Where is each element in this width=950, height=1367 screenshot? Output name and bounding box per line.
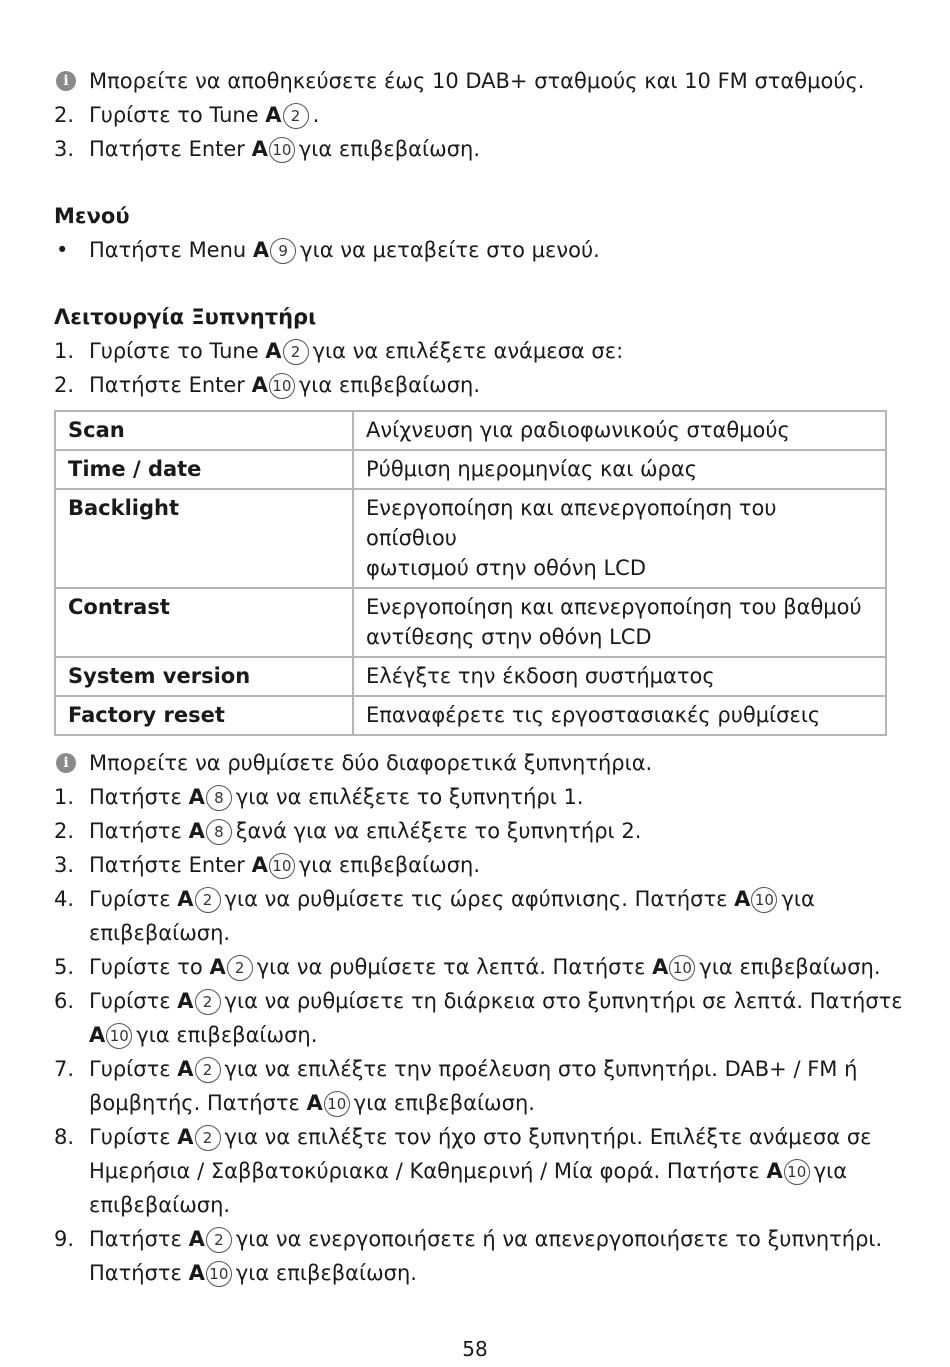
callout-number: 10 (269, 853, 295, 879)
list-item: 2. Γυρίστε το Tune A 2 . (54, 103, 320, 127)
callout-number: 10 (206, 1261, 232, 1287)
table-row: System version Ελέγξτε την έκδοση συστήματος (55, 657, 886, 696)
list-item-continuation: Πατήστε A 10 για επιβεβαίωση. (89, 1261, 417, 1285)
callout-number: 2 (283, 103, 309, 129)
table-row: Contrast Ενεργοποίηση και απενεργοποίηση του βαθμού αντίθεσης στην οθόνη LCD (55, 588, 886, 657)
list-item: 8. Γυρίστε A 2 για να επιλέξτε τον ήχο στο ξυπνητήρι. Επιλέξτε ανάμεσα σε (54, 1125, 872, 1149)
list-item: 3. Πατήστε Enter A 10 για επιβεβαίωση. (54, 853, 481, 877)
callout-number: 8 (206, 785, 232, 811)
callout-number: 10 (106, 1023, 132, 1049)
callout-number: 2 (195, 989, 221, 1015)
table-row: Factory reset Επαναφέρετε τις εργοστασιακές ρυθμίσεις (55, 696, 886, 735)
info-note: i Μπορείτε να ρυθμίσετε δύο διαφορετικά ξυπνητήρια. (54, 746, 888, 780)
list-item: 5. Γυρίστε το A 2 για να ρυθμίσετε τα λεπτά. Πατήστε A 10 για επιβεβαίωση. (54, 955, 881, 979)
callout-number: 2 (206, 1227, 232, 1253)
manual-page (54, 64, 903, 1290)
list-item: 2. Πατήστε Enter A 10 για επιβεβαίωση. (54, 373, 481, 397)
info-icon: i (56, 753, 76, 773)
callout-number: 10 (324, 1091, 350, 1117)
list-item-continuation: επιβεβαίωση. (89, 921, 231, 945)
list-item: • Πατήστε Menu A 9 για να μεταβείτε στο μενού. (56, 238, 600, 262)
menu-heading: Μενού (54, 204, 130, 228)
callout-number: 2 (195, 1125, 221, 1151)
list-item: 9. Πατήστε A 2 για να ενεργοποιήσετε ή να απενεργοποιήσετε το ξυπνητήρι. (54, 1227, 883, 1251)
callout-number: 10 (269, 373, 295, 399)
table-row: Time / date Ρύθμιση ημερομηνίας και ώρας (55, 450, 886, 489)
callout-number: 2 (283, 339, 309, 365)
alarm-heading: Λειτουργία Ξυπνητήρι (54, 305, 317, 329)
callout-number: 2 (195, 1057, 221, 1083)
callout-number: 2 (227, 955, 253, 981)
info-icon: i (56, 71, 76, 91)
callout-number: 10 (751, 887, 777, 913)
page-number: 58 (462, 1337, 488, 1361)
list-item: 7. Γυρίστε A 2 για να επιλέξτε την προέλευση στο ξυπνητήρι. DAB+ / FM ή (54, 1057, 858, 1081)
list-item-continuation: A 10 για επιβεβαίωση. (89, 1023, 318, 1047)
list-item: 4. Γυρίστε A 2 για να ρυθμίσετε τις ώρες αφύπνισης. Πατήστε A 10 για (54, 887, 815, 911)
menu-table (54, 410, 887, 736)
list-item: 6. Γυρίστε A 2 για να ρυθμίσετε τη διάρκεια στο ξυπνητήρι σε λεπτά. Πατήστε (54, 989, 903, 1013)
list-item: 1. Γυρίστε το Tune A 2 για να επιλέξετε ανάμεσα σε: (54, 339, 624, 363)
table-row: Backlight Ενεργοποίηση και απενεργοποίηση του οπίσθιου φωτισμού στην οθόνη LCD (55, 489, 886, 588)
list-item-continuation: Ημερήσια / Σαββατοκύριακα / Καθημερινή / Μία φορά. Πατήστε A 10 για (89, 1159, 848, 1183)
list-item: 2. Πατήστε A 8 ξανά για να επιλέξετε το ξυπνητήρι 2. (54, 819, 642, 843)
table-row: Scan Ανίχνευση για ραδιοφωνικούς σταθμούς (55, 411, 886, 450)
list-item-continuation: επιβεβαίωση. (89, 1193, 231, 1217)
callout-number: 8 (206, 819, 232, 845)
list-item: 1. Πατήστε A 8 για να επιλέξετε το ξυπνητήρι 1. (54, 785, 584, 809)
list-item-continuation: βομβητής. Πατήστε A 10 για επιβεβαίωση. (89, 1091, 535, 1115)
callout-number: 10 (269, 137, 295, 163)
info-note: i Μπορείτε να αποθηκεύσετε έως 10 DAB+ σταθμούς και 10 FM σταθμούς. (54, 64, 888, 98)
callout-number: 9 (270, 238, 296, 264)
list-item: 3. Πατήστε Enter A 10 για επιβεβαίωση. (54, 137, 481, 161)
callout-number: 10 (669, 955, 695, 981)
callout-number: 2 (195, 887, 221, 913)
callout-number: 10 (784, 1159, 810, 1185)
